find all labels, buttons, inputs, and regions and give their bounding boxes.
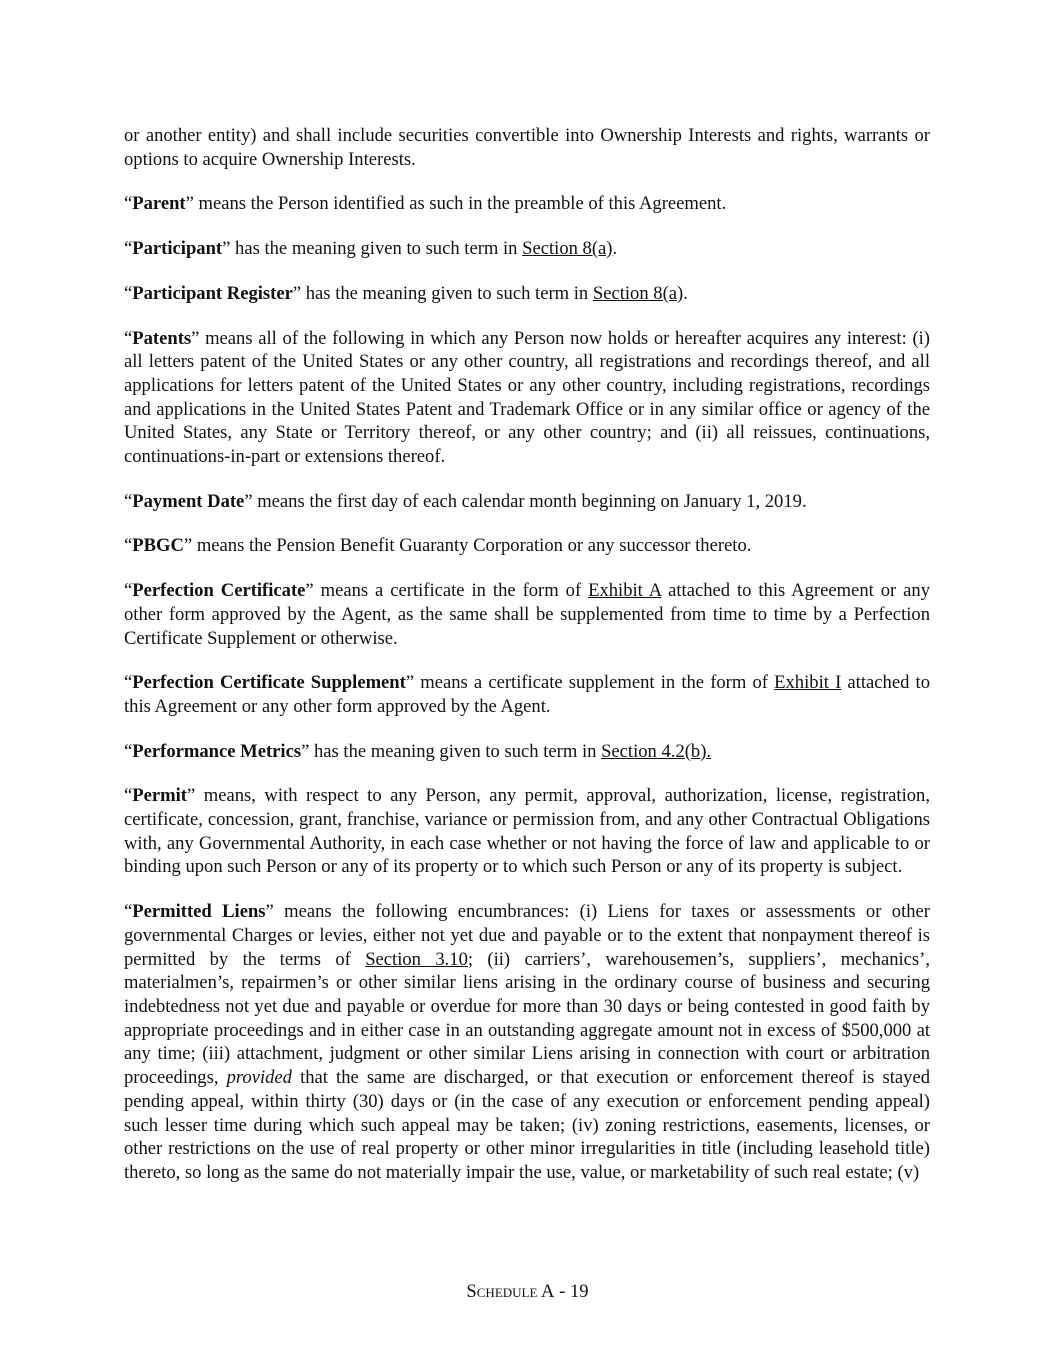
definition-paragraph [124, 671, 930, 718]
paragraph-text: “ [124, 490, 133, 512]
defined-term: Performance Metrics [132, 740, 302, 762]
definition-paragraph [124, 784, 930, 879]
paragraph-text: “ [124, 238, 133, 260]
definition-paragraph [124, 579, 930, 650]
paragraph-text: attached to this Agreement or any other form approved by the Agent, as the same shall be supplemented from time to time by a Perfection Certificate Supplement or otherwise. [124, 580, 930, 649]
document-body [124, 124, 930, 1206]
definition-paragraph [124, 282, 930, 306]
paragraph-text: attached to this Agreement or any other form approved by the Agent. [124, 672, 930, 717]
paragraph-text: “ [124, 193, 133, 215]
defined-term: Permitted Liens [132, 901, 266, 923]
paragraph-text: . [683, 282, 688, 304]
defined-term: Permit [132, 785, 187, 807]
definition-paragraph [124, 124, 930, 171]
paragraph-text: “ [124, 672, 133, 694]
emphasis-text: provided [226, 1067, 292, 1089]
paragraph-text: or another entity) and shall include securities convertible into Ownership Interests and rights, warrants or options to acquire Ownership Interests. [124, 125, 930, 170]
paragraph-text: “ [124, 740, 133, 762]
cross-reference: Section 8(a) [522, 238, 613, 260]
defined-term: Payment Date [132, 490, 245, 512]
paragraph-text: ” has the meaning given to such term in [301, 740, 602, 762]
definition-paragraph [124, 237, 930, 261]
definition-paragraph [124, 490, 930, 514]
paragraph-text: ” means all of the following in which any Person now holds or hereafter acquires any interest: (i) all letters patent of the United States or any other country, all registrations and recordings thereof, and all applications for letters patent of the United States or any other country, including registrations, recordings and applications in the United States Patent and Trademark Office or in any similar office or agency of the United States, any State or Territory thereof, or any other country; and (ii) all reissues, continuations, continuations-in-part or extensions thereof. [124, 327, 930, 468]
paragraph-text: “ [124, 580, 133, 602]
definition-paragraph [124, 327, 930, 469]
page-footer [0, 1280, 1055, 1304]
footer-label: Schedule A [466, 1281, 555, 1302]
footer-separator: - [554, 1281, 570, 1302]
defined-term: Participant [132, 238, 223, 260]
page-number: 19 [569, 1281, 589, 1302]
cross-reference: Exhibit I [774, 672, 842, 694]
defined-term: Patents [132, 327, 192, 349]
cross-reference: Section 4.2(b). [601, 740, 712, 762]
paragraph-text: ” means the Pension Benefit Guaranty Corporation or any successor thereto. [183, 535, 752, 557]
definition-paragraph [124, 900, 930, 1184]
defined-term: Parent [132, 193, 186, 215]
paragraph-text: ” means, with respect to any Person, any permit, approval, authorization, license, registration, certificate, concession, grant, franchise, variance or permission from, and any other Contractual Obligations with, any Governmental Authority, in each case whether or not having the force of law and applicable to or binding upon such Person or any of its property or to which such Person or any of its property is subject. [124, 785, 930, 878]
paragraph-text: . [612, 238, 618, 260]
paragraph-text: ” means a certificate supplement in the form of [405, 672, 775, 694]
paragraph-text: “ [124, 327, 133, 349]
paragraph-text: “ [124, 785, 133, 807]
paragraph-text: ” means a certificate in the form of [305, 580, 589, 602]
paragraph-text: ” has the meaning given to such term in [292, 282, 593, 304]
paragraph-text: ” means the Person identified as such in the preamble of this Agreement. [185, 193, 727, 215]
cross-reference: Exhibit A [588, 580, 662, 602]
paragraph-text: ” has the meaning given to such term in [222, 238, 523, 260]
paragraph-text: “ [124, 535, 133, 557]
paragraph-text: that the same are discharged, or that execution or enforcement thereof is stayed pending appeal, within thirty (30) days or (in the case of any execution or enforcement pending appeal) such lesser time during which such appeal may be taken; (iv) zoning restrictions, easements, licenses, or other restrictions on the use of real property or other minor irregularities in title (including leasehold title) thereto, so long as the same do not materially impair the use, value, or marketability of such real estate; (v) [124, 1067, 930, 1183]
cross-reference: Section 3.10 [365, 948, 468, 970]
definition-paragraph [124, 192, 930, 216]
paragraph-text: ; (ii) carriers’, warehousemen’s, suppliers’, mechanics’, materialmen’s, repairmen’s or other similar liens arising in the ordinary course of business and securing indebtedness not yet due and payable or overdue for more than 30 days or being contested in good faith by appropriate proceedings and in either case in an outstanding aggregate amount not in excess of $500,000 at any time; (iii) attachment, judgment or other similar Liens arising in connection with court or arbitration proceedings, [124, 948, 931, 1089]
definition-paragraph [124, 740, 930, 764]
definition-paragraph [124, 534, 930, 558]
paragraph-text: ” means the following encumbrances: (i) Liens for taxes or assessments or other governmental Charges or levies, either not yet due and payable or to the extent that nonpayment thereof is permitted by the terms of [124, 901, 930, 970]
defined-term: Participant Register [132, 282, 293, 304]
cross-reference: Section 8(a) [592, 282, 684, 304]
defined-term: Perfection Certificate Supplement [132, 672, 406, 694]
defined-term: PBGC [132, 535, 184, 557]
paragraph-text: ” means the first day of each calendar month beginning on January 1, 2019. [244, 490, 807, 512]
paragraph-text: “ [124, 901, 133, 923]
defined-term: Perfection Certificate [132, 580, 306, 602]
paragraph-text: “ [124, 282, 133, 304]
